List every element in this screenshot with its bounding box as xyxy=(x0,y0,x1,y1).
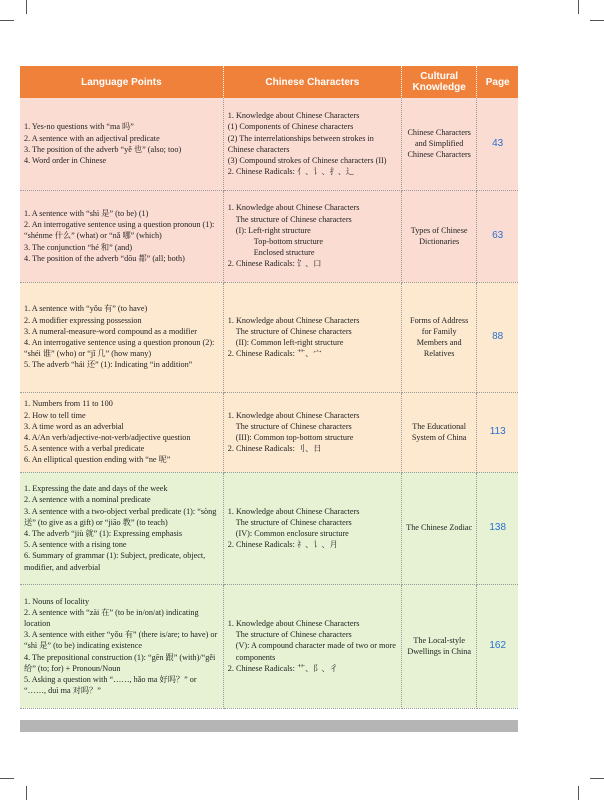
table-header-row xyxy=(20,66,518,98)
list-item: 3. A sentence with either “yǒu 有” (there is/are; to have) or “shì 是” (to be) indicating existence xyxy=(24,630,218,651)
list-item: 2. A modifier expressing possession xyxy=(24,315,142,325)
chinese-characters-cell xyxy=(223,282,401,392)
page-number: 43 xyxy=(477,98,518,190)
crop-mark xyxy=(26,786,27,800)
crop-mark xyxy=(590,778,604,779)
crop-mark xyxy=(590,20,604,21)
list-item: 5. Asking a question with “……, hǎo ma 好吗？” or “……, duì ma 对吗？” xyxy=(24,675,197,696)
list-item: The structure of Chinese characters xyxy=(235,214,352,224)
list-item: 6. An elliptical question ending with “ne 呢” xyxy=(24,455,171,465)
list-item: 2. Chinese Radicals: 亻、讠、扌、辶 xyxy=(227,167,355,177)
list-item: 2. Chinese Radicals: 艹、阝、彳 xyxy=(227,663,338,673)
list-item: 3. The conjunction “hé 和” (and) xyxy=(24,242,133,252)
list-item: 2. An interrogative sentence using a question pronoun (1): “shénme 什么” (what) or “nǎ 哪” (which) xyxy=(24,220,215,241)
page-number: 138 xyxy=(477,472,518,584)
list-item: (1) Components of Chinese characters xyxy=(227,122,354,132)
language-points-cell xyxy=(20,98,223,190)
page-number: 88 xyxy=(477,282,518,392)
list-item: 3. A time word as an adverbial xyxy=(24,421,124,431)
crop-mark xyxy=(0,20,14,21)
header-chinese-characters: Chinese Characters xyxy=(223,66,401,98)
page-number: 113 xyxy=(477,392,518,472)
contents-table xyxy=(20,66,518,709)
table-row xyxy=(20,282,518,392)
table-row xyxy=(20,584,518,708)
language-points-cell xyxy=(20,584,223,708)
list-item: 1. Nouns of locality xyxy=(24,596,90,606)
list-item: 4. The position of the adverb “dōu 都” (all; both) xyxy=(24,253,185,263)
chinese-characters-cell xyxy=(223,584,401,708)
list-item: 4. The adverb “jiù 就” (1): Expressing emphasis xyxy=(24,529,183,538)
list-item: (IV): Common enclosure structure xyxy=(235,529,349,538)
cultural-knowledge-cell: Forms of Address for Family Members and Relatives xyxy=(401,282,476,392)
list-item: 4. An interrogative sentence using a question pronoun (2): “shéi 谁” (who) or “jǐ 几” (how many) xyxy=(24,338,215,359)
language-points-cell xyxy=(20,472,223,584)
list-item: 1. Knowledge about Chinese Characters xyxy=(227,410,360,420)
cultural-knowledge-cell: Chinese Characters and Simplified Chinese Characters xyxy=(401,98,476,190)
list-item: 5. The adverb “hái 还” (1): Indicating “in addition” xyxy=(24,360,193,370)
list-item: 3. A sentence with a two-object verbal predicate (1): “sòng 送” (to give as a gift) or “jiāo 教” (to teach) xyxy=(24,506,217,527)
page-number: 63 xyxy=(477,190,518,282)
list-item: 1. A sentence with “yǒu 有” (to have) xyxy=(24,304,148,314)
list-item: 1. A sentence with “shì 是” (to be) (1) xyxy=(24,208,149,218)
contents-table-wrapper xyxy=(20,66,518,709)
list-item: (II): Common left-right structure xyxy=(235,338,344,347)
header-language-points: Language Points xyxy=(20,66,223,98)
list-item: 4. The prepositional construction (1): “gēn 跟” (with)/“gěi 给” (to; for) + Pronoun/Noun xyxy=(24,652,216,673)
list-item: 2. A sentence with “zài 在” (to be in/on/at) indicating location xyxy=(24,607,199,628)
list-item: 6. Summary of grammar (1): Subject, predicate, object, modifier, and adverbial xyxy=(24,551,206,572)
table-row xyxy=(20,392,518,472)
cultural-knowledge-cell: Types of Chinese Dictionaries xyxy=(401,190,476,282)
crop-mark xyxy=(0,778,14,779)
list-item: Enclosed structure xyxy=(253,248,315,258)
list-item: 3. A numeral-measure-word compound as a modifier xyxy=(24,326,198,336)
list-item: 3. The position of the adverb “yě 也” (also; too) xyxy=(24,144,182,154)
table-row xyxy=(20,472,518,584)
list-item: (III): Common top-bottom structure xyxy=(235,433,354,442)
list-item: 1. Expressing the date and days of the week xyxy=(24,484,168,494)
list-item: 5. A sentence with a rising tone xyxy=(24,540,127,550)
list-item: The structure of Chinese characters xyxy=(235,421,352,431)
list-item: 2. Chinese Radicals: 刂、日 xyxy=(227,444,322,454)
cultural-knowledge-cell: The Educational System of China xyxy=(401,392,476,472)
list-item: (3) Compound strokes of Chinese characters (II) xyxy=(227,155,387,165)
list-item: Top-bottom structure xyxy=(253,237,324,246)
crop-mark xyxy=(26,0,27,14)
list-item: 2. A sentence with a nominal predicate xyxy=(24,495,151,505)
header-cultural-knowledge: Cultural Knowledge xyxy=(401,66,476,98)
chinese-characters-cell xyxy=(223,472,401,584)
table-row xyxy=(20,190,518,282)
page-number: 162 xyxy=(477,584,518,708)
list-item: 2. Chinese Radicals: 饣、口 xyxy=(227,259,322,269)
crop-mark xyxy=(578,0,579,14)
list-item: 1. Knowledge about Chinese Characters xyxy=(227,618,360,628)
list-item: (V): A compound character made of two or more components xyxy=(235,641,396,662)
language-points-cell xyxy=(20,392,223,472)
list-item: 2. Chinese Radicals: 礻、讠、月 xyxy=(227,540,338,550)
list-item: 4. A/An verb/adjective-not-verb/adjective question xyxy=(24,433,191,442)
list-item: The structure of Chinese characters xyxy=(235,517,352,527)
list-item: (2) The interrelationships between strokes in Chinese characters xyxy=(227,133,374,154)
list-item: 5. A sentence with a verbal predicate xyxy=(24,444,145,454)
list-item: The structure of Chinese characters xyxy=(235,326,352,336)
cultural-knowledge-cell: The Chinese Zodiac xyxy=(401,472,476,584)
list-item: (I): Left-right structure xyxy=(235,225,311,235)
list-item: 1. Yes-no questions with “ma 吗” xyxy=(24,122,134,132)
list-item: The structure of Chinese characters xyxy=(235,630,352,640)
table-row xyxy=(20,98,518,190)
crop-mark xyxy=(578,786,579,800)
list-item: 1. Knowledge about Chinese Characters xyxy=(227,506,360,516)
chinese-characters-cell xyxy=(223,98,401,190)
list-item: 2. Chinese Radicals: 艹、宀 xyxy=(227,349,322,359)
language-points-cell xyxy=(20,282,223,392)
cultural-knowledge-cell: The Local-style Dwellings in China xyxy=(401,584,476,708)
list-item: 1. Knowledge about Chinese Characters xyxy=(227,111,360,121)
header-page: Page xyxy=(477,66,518,98)
list-item: 4. Word order in Chinese xyxy=(24,155,107,165)
chinese-characters-cell xyxy=(223,190,401,282)
list-item: 1. Numbers from 11 to 100 xyxy=(24,399,113,409)
language-points-cell xyxy=(20,190,223,282)
list-item: 2. How to tell time xyxy=(24,410,86,420)
list-item: 1. Knowledge about Chinese Characters xyxy=(227,203,360,213)
footer-bar xyxy=(20,720,518,732)
list-item: 1. Knowledge about Chinese Characters xyxy=(227,315,360,325)
list-item: 2. A sentence with an adjectival predicate xyxy=(24,133,160,143)
chinese-characters-cell xyxy=(223,392,401,472)
